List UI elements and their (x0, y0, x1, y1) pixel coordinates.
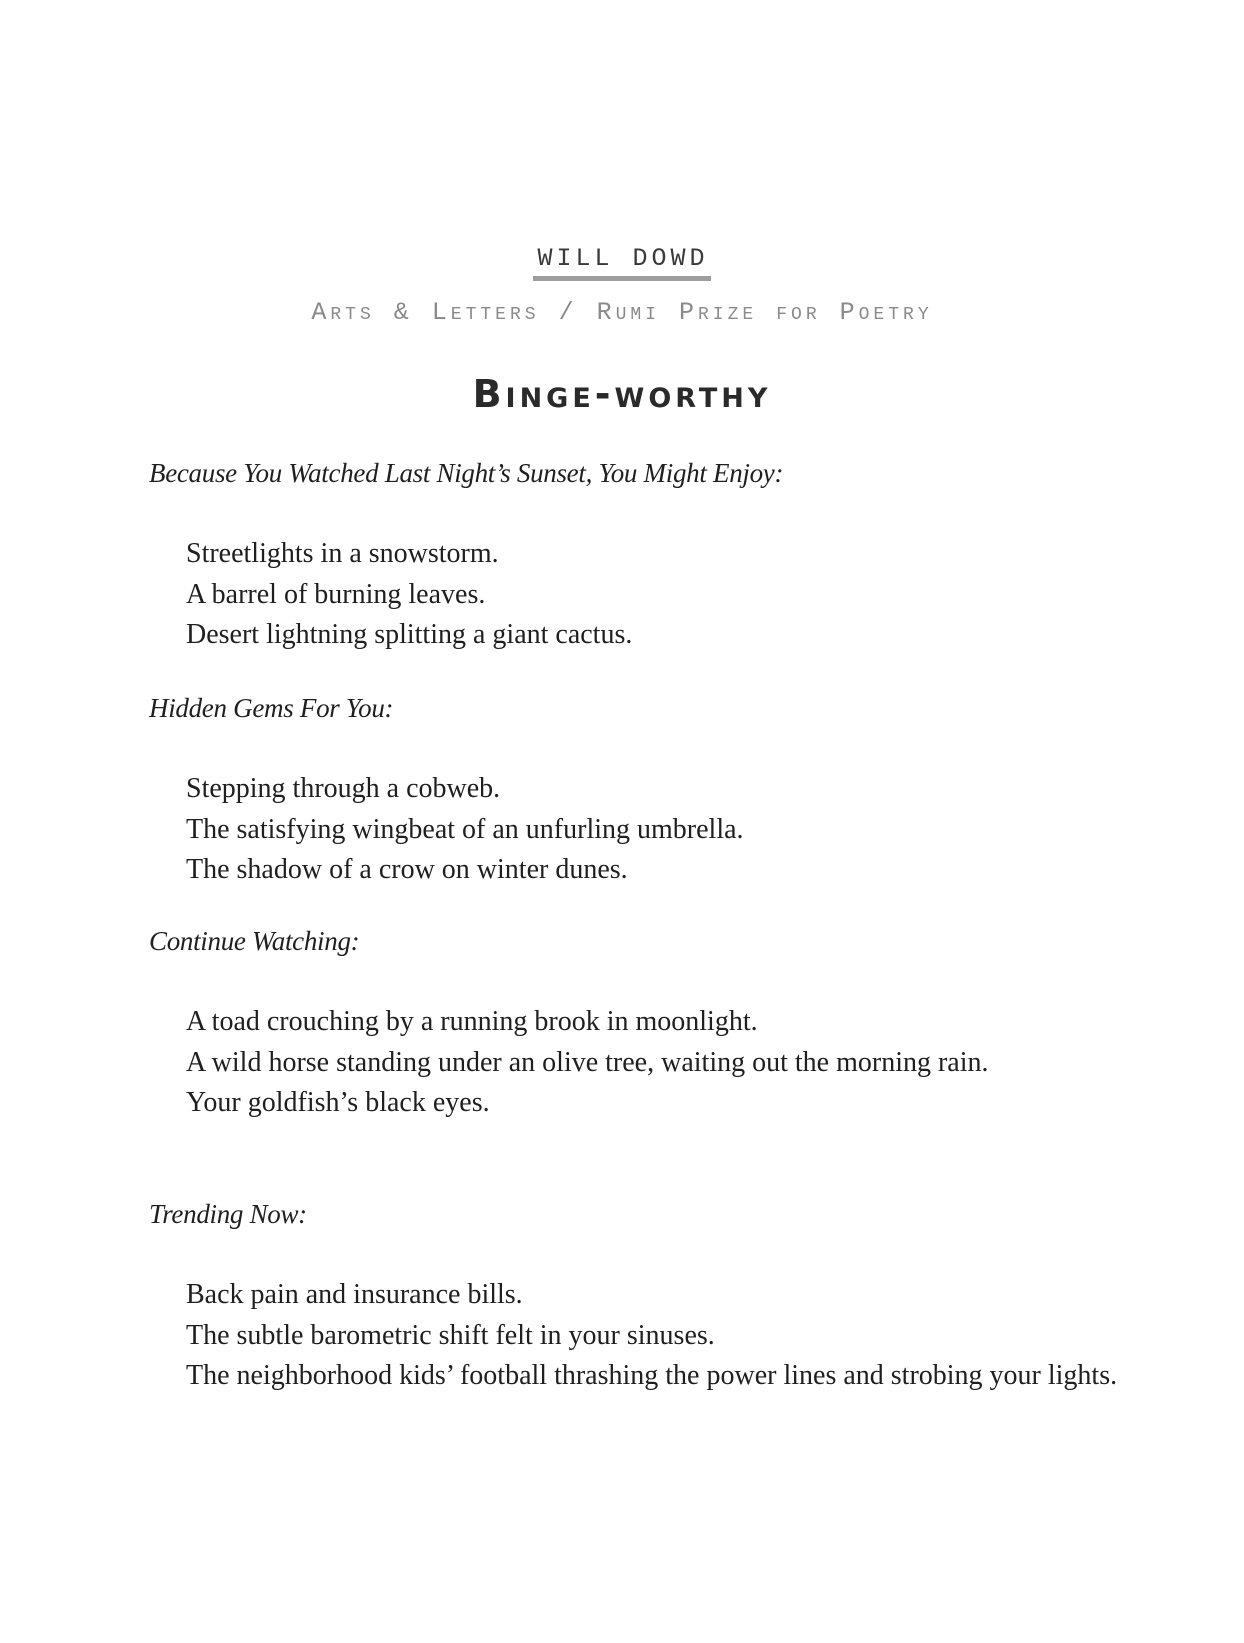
affiliation-line: Arts & Letters / Rumi Prize for Poetry (311, 298, 933, 327)
poem-line: The neighborhood kids’ football thrashing the power lines and strobing your lights. (186, 1360, 1118, 1391)
stanza-heading: Continue Watching: (149, 926, 360, 956)
stanza-2 (149, 691, 1149, 891)
author-name: WILL DOWD (533, 246, 710, 281)
stanza-lines (186, 534, 1149, 656)
poem-line: Your goldfish’s black eyes. (186, 1087, 490, 1118)
poem-title: Binge-worthy (472, 372, 772, 416)
stanza-heading: Because You Watched Last Night’s Sunset, You Might Enjoy: (149, 458, 784, 488)
stanza-heading: Hidden Gems For You: (149, 693, 394, 723)
stanza-lines (186, 769, 1149, 891)
poem-line: A barrel of burning leaves. (186, 578, 486, 610)
poem-line: Stepping through a cobweb. (186, 773, 501, 804)
poem-line: A wild horse standing under an olive tree, waiting out the morning rain. (186, 1046, 989, 1078)
poem-line: Back pain and insurance bills. (186, 1279, 523, 1310)
stanza-heading: Trending Now: (149, 1199, 307, 1229)
poem-line: Streetlights in a snowstorm. (186, 538, 499, 569)
poem-line: Desert lightning splitting a giant cactus. (186, 619, 633, 650)
poem-line: The satisfying wingbeat of an unfurling umbrella. (186, 813, 744, 845)
stanza-lines (186, 1275, 1149, 1397)
stanza-1 (149, 456, 1149, 656)
stanza-lines (186, 1002, 1149, 1124)
poem-line: The shadow of a crow on winter dunes. (186, 854, 628, 885)
stanza-3 (149, 924, 1149, 1124)
stanza-4 (149, 1197, 1149, 1397)
poem-line: The subtle barometric shift felt in your sinuses. (186, 1319, 715, 1351)
poem-line: A toad crouching by a running brook in moonlight. (186, 1006, 758, 1037)
author-header (0, 246, 1244, 281)
